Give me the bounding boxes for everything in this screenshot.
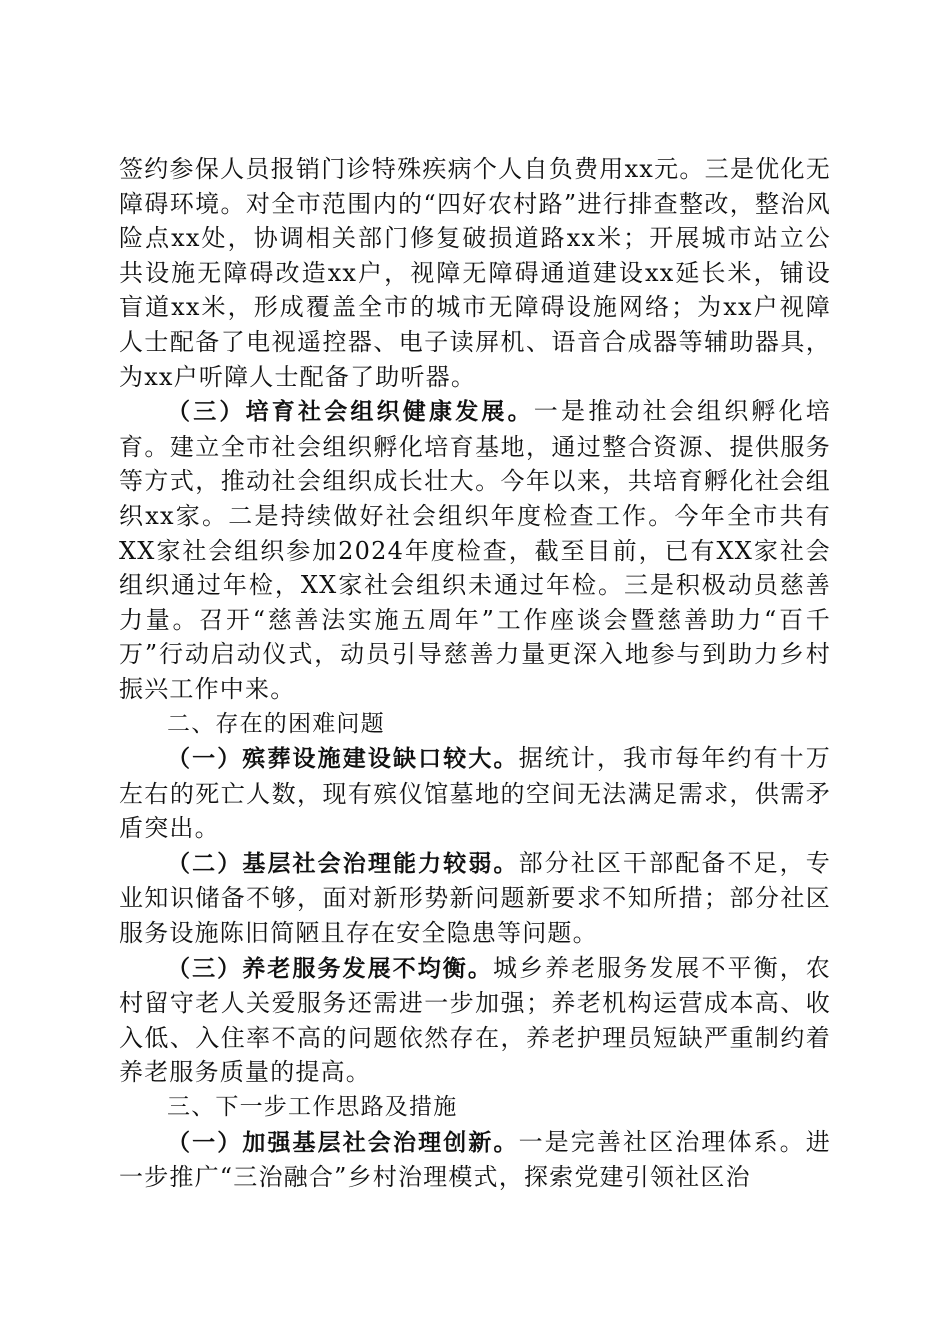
paragraph-lead: （一）殡葬设施建设缺口较大。 bbox=[167, 746, 519, 773]
section-heading-problems: 二、存在的困难问题 bbox=[167, 710, 385, 737]
section-heading-next-steps: 三、下一步工作思路及措施 bbox=[167, 1094, 458, 1121]
paragraph-text: 签约参保人员报销门诊特殊疾病个人自负费用xx元。三是优化无障碍环境。对全市范围内的“四好农村路”进行排查整改，整治风险点xx处，协调相关部门修复破损道路xx米；开展城市站立公共设施无障碍改造xx户，视障无障碍通道建设xx延长米，铺设盲道xx米，形成覆盖全市的城市无障碍设施网络；为xx户视障人士配备了电视遥控器、电子读屏机、语音合成器等辅助器具，为xx户听障人士配备了助听器。 bbox=[119, 155, 831, 391]
paragraph-text: 一是推动社会组织孵化培育。建立全市社会组织孵化培育基地，通过整合资源、提供服务等方式，推动社会组织成长壮大。今年以来，共培育孵化社会组织xx家。二是持续做好社会组织年度检查工作。今年全市共有XX家社会组织参加2024年度检查，截至目前，已有XX家社会组织通过年检，XX家社会组织未通过年检。三是积极动员慈善力量。召开“慈善法实施五周年”工作座谈会暨慈善助力“百千万”行动启动仪式，动员引导慈善力量更深入地参与到助力乡村振兴工作中来。 bbox=[119, 397, 831, 703]
paragraph-text: 据统计，我市每年约有十万左右的死亡人数，现有殡仪馆墓地的空间无法满足需求，供需矛盾突出。 bbox=[119, 744, 831, 843]
paragraph-grassroots-governance bbox=[119, 846, 831, 951]
paragraph-text: 部分社区干部配备不足，专业知识储备不够，面对新形势新问题新要求不知所措；部分社区服务设施陈旧简陋且存在安全隐患等问题。 bbox=[119, 848, 831, 948]
paragraph-social-organizations bbox=[119, 394, 831, 706]
paragraph-funeral-facilities bbox=[119, 741, 831, 846]
paragraph-lead: （三）培育社会组织健康发展。 bbox=[167, 399, 534, 426]
paragraph-accessibility bbox=[119, 152, 831, 394]
paragraph-elderly-care bbox=[119, 951, 831, 1090]
paragraph-lead: （三）养老服务发展不均衡。 bbox=[167, 955, 493, 982]
paragraph-text: 城乡养老服务发展不平衡，农村留守老人关爱服务还需进一步加强；养老机构运营成本高、收入低、入住率不高的问题依然存在，养老护理员短缺严重制约着养老服务质量的提高。 bbox=[119, 953, 831, 1087]
document-body bbox=[119, 152, 831, 1195]
paragraph-lead: （二）基层社会治理能力较弱。 bbox=[167, 850, 519, 877]
paragraph-text: 一是完善社区治理体系。进一步推广“三治融合”乡村治理模式，探索党建引领社区治 bbox=[119, 1127, 831, 1192]
paragraph-lead: （一）加强基层社会治理创新。 bbox=[167, 1129, 519, 1156]
paragraph-governance-innovation bbox=[119, 1125, 831, 1195]
